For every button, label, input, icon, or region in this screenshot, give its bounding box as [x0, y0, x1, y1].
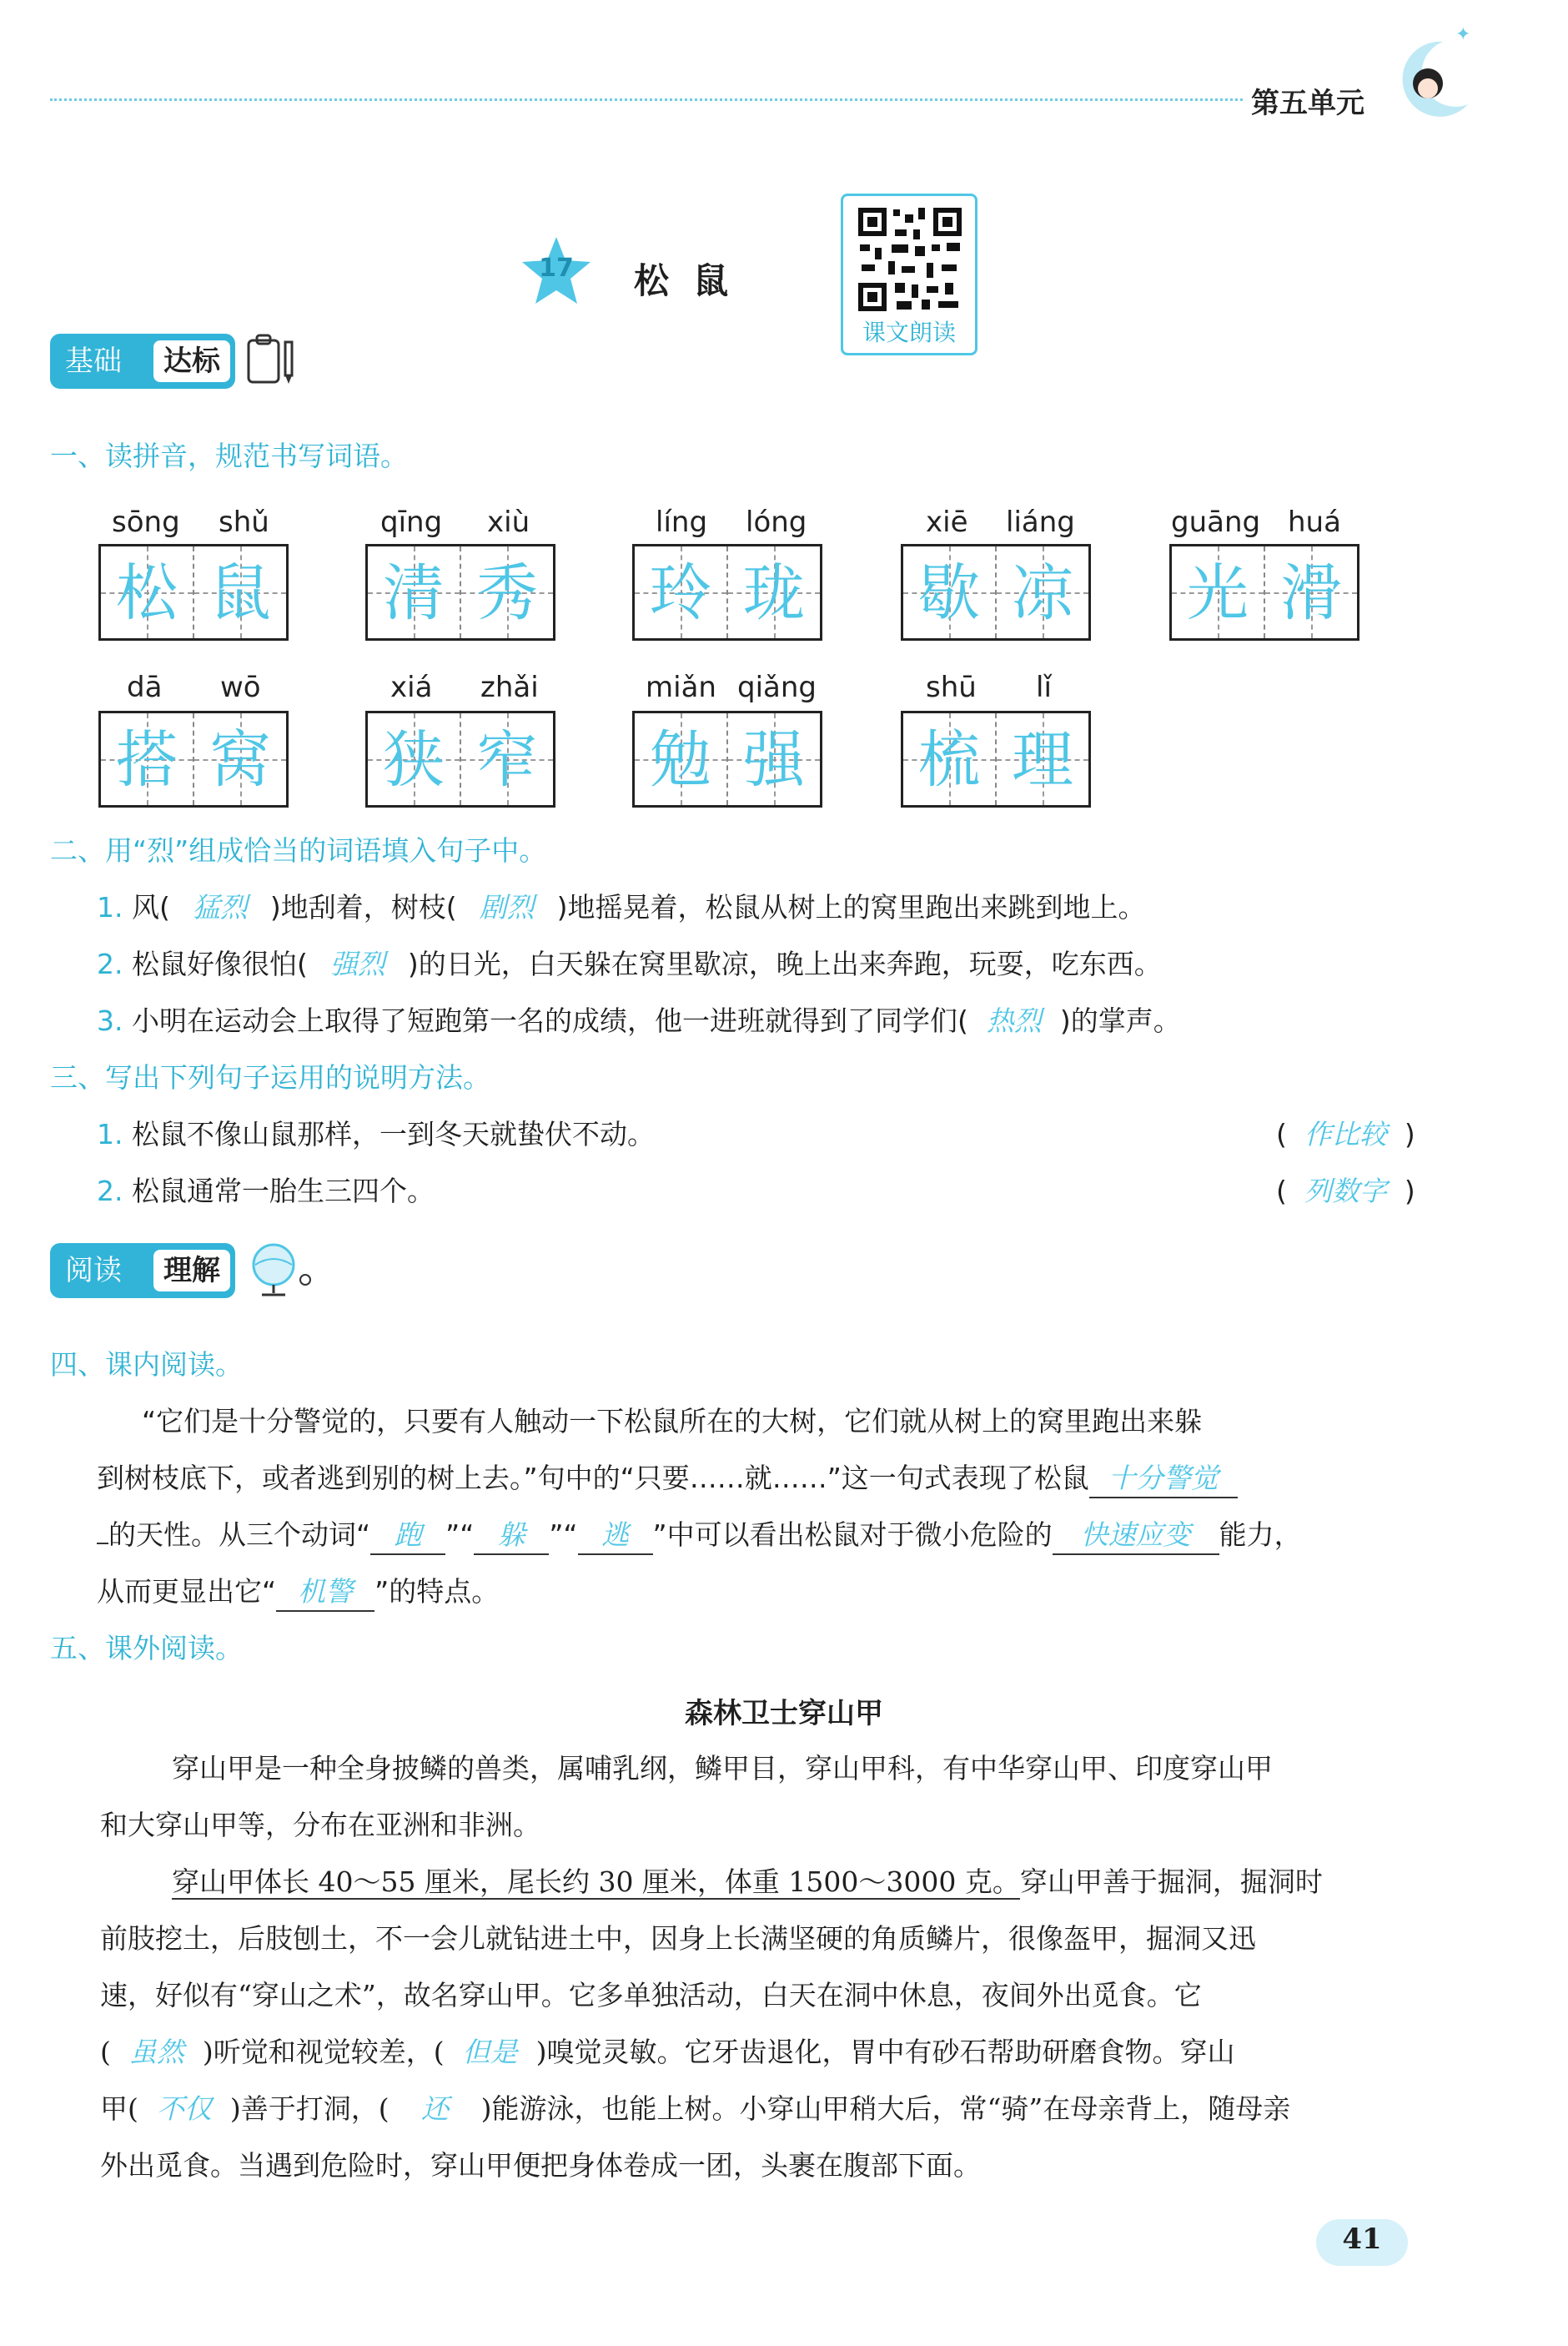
article-text	[100, 1740, 1443, 2194]
pinyin: shǔ	[219, 506, 269, 539]
q2-sentence-1	[97, 889, 1146, 926]
sentence-text: )的日光，白天躲在窝里歇凉，晚上出来奔跑，玩耍，吃东西。	[407, 948, 1162, 980]
written-character: 珑	[743, 557, 805, 629]
answer: 十分警觉	[1089, 1460, 1238, 1498]
lesson-title: 松 鼠	[634, 260, 729, 301]
basic-badge-text: 基础	[65, 345, 122, 378]
pinyin: shū	[926, 671, 977, 704]
item-number: 1.	[97, 891, 123, 924]
article-line: 甲( 不仅 )善于打洞，( 还 )能游泳，也能上树。小穿山甲稍大后，常“骑”在母亲背上，随母亲	[100, 2081, 1443, 2137]
pinyin: zhǎi	[480, 671, 539, 704]
pinyin: lóng	[746, 506, 807, 539]
globe-icon	[244, 1236, 324, 1300]
answer: 列数字	[1304, 1175, 1387, 1207]
sentence-text: 松鼠不像山鼠那样，一到冬天就蛰伏不动。	[132, 1118, 655, 1150]
answer: 还	[421, 2092, 450, 2125]
reading-badge-subtext: 理解	[153, 1250, 230, 1291]
char-box-pair	[901, 711, 1091, 808]
q3-answer-1: ( 作比较 )	[1276, 1116, 1415, 1153]
basic-section-badge	[50, 334, 235, 389]
article-line: 前肢挖土，后肢刨土，不一会儿就钻进土中，因身上长满坚硬的角质鳞片，很像盔甲，掘洞又迅	[100, 1922, 1256, 1955]
passage-text: ”中可以看出松鼠对于微小危险的	[652, 1518, 1053, 1551]
q2-sentence-3	[97, 1003, 1181, 1040]
item-number: 2.	[97, 948, 123, 980]
answer: 强烈	[329, 948, 385, 980]
answer: 热烈	[986, 1004, 1042, 1037]
written-character: 梳	[918, 724, 980, 796]
passage-text: ”的特点。	[374, 1575, 500, 1608]
reading-section-badge	[50, 1243, 235, 1298]
written-character: 滑	[1280, 557, 1342, 629]
pinyin: dā	[127, 671, 163, 704]
sentence-text: 松鼠通常一胎生三四个。	[132, 1175, 435, 1207]
char-box-pair	[365, 544, 555, 641]
written-character: 歇	[918, 557, 980, 629]
written-character: 光	[1187, 557, 1249, 629]
written-character: 勉	[650, 724, 711, 796]
answer: 但是	[462, 2036, 518, 2068]
passage-text: 从而更显出它“	[97, 1575, 277, 1608]
sentence-text: )的掌声。	[1059, 1004, 1181, 1037]
article-text-span: 穿山甲善于掘洞，掘洞时	[1019, 1865, 1323, 1898]
article-line: 穿山甲是一种全身披鳞的兽类，属哺乳纲，鳞甲目，穿山甲科，有中华穿山甲、印度穿山甲	[172, 1752, 1273, 1785]
pinyin: xiē	[926, 506, 968, 539]
written-character: 强	[743, 724, 805, 796]
q2-sentence-2	[97, 946, 1162, 983]
passage-text: 的天性。从三个动词“	[108, 1518, 371, 1551]
passage-text: ”“	[549, 1518, 578, 1551]
basic-badge-subtext: 达标	[153, 340, 230, 382]
pinyin: líng	[656, 506, 708, 539]
pinyin: huá	[1288, 506, 1341, 539]
passage-text: 到树枝底下，或者逃到别的树上去。”句中的“只要……就……”这一句式表现了松鼠	[97, 1462, 1089, 1494]
item-number: 2.	[97, 1175, 123, 1207]
written-character: 凉	[1012, 557, 1073, 629]
lesson-number: 17	[539, 254, 574, 283]
answer: 跑	[370, 1517, 445, 1555]
written-character: 理	[1012, 724, 1073, 796]
passage-text: 能力，	[1219, 1518, 1302, 1551]
article-line: 外出觅食。当遇到危险时，穿山甲便把身体卷成一团，头裹在腹部下面。	[100, 2149, 981, 2182]
written-character: 搭	[116, 724, 178, 796]
written-character: 松	[116, 557, 178, 629]
char-box-pair	[98, 711, 289, 808]
article-line: ( 虽然 )听觉和视觉较差，( 但是 )嗅觉灵敏。它牙齿退化，胃中有砂石帮助研磨食物。穿山	[100, 2024, 1443, 2081]
reading-badge-text: 阅读	[65, 1254, 122, 1287]
pinyin: liáng	[1006, 506, 1075, 539]
qr-code-label: 课文朗读	[862, 319, 956, 346]
answer: 快速应变	[1053, 1517, 1219, 1555]
q4-title: 四、课内阅读。	[50, 1348, 243, 1381]
pinyin: wō	[220, 671, 261, 704]
underlined-sentence: 穿山甲体长 40～55 厘米，尾长约 30 厘米，体重 1500～3000 克。	[172, 1865, 1020, 1898]
char-box-pair	[632, 544, 822, 641]
answer: 作比较	[1304, 1118, 1387, 1150]
header-divider	[50, 98, 1243, 101]
answer: 机警	[276, 1573, 374, 1612]
page-number: 41	[1342, 2223, 1382, 2256]
svg-text:✦: ✦	[1455, 25, 1471, 45]
pinyin: qiǎng	[737, 671, 817, 704]
pinyin: guāng	[1171, 506, 1261, 539]
q4-line-1: “它们是十分警觉的，只要有人触动一下松鼠所在的大树，它们就从树上的窝里跑出来躲	[142, 1405, 1203, 1437]
answer: 躲	[474, 1517, 549, 1555]
q4-line-4	[97, 1573, 499, 1612]
item-number: 1.	[97, 1118, 123, 1150]
item-number: 3.	[97, 1004, 123, 1037]
written-character: 窝	[209, 724, 271, 796]
char-box-pair	[901, 544, 1091, 641]
article-line: 和大穿山甲等，分布在亚洲和非洲。	[100, 1809, 540, 1841]
answer: 虽然	[128, 2036, 184, 2068]
written-character: 窄	[476, 724, 538, 796]
pinyin: xiá	[390, 671, 433, 704]
answer: 猛烈	[192, 891, 248, 924]
written-character: 狭	[383, 724, 445, 796]
sentence-text: )地摇晃着，松鼠从树上的窝里跑出来跳到地上。	[556, 891, 1146, 924]
article-line: 速，好似有“穿山之术”，故名穿山甲。它多单独活动，白天在洞中休息，夜间外出觅食。它	[100, 1979, 1202, 2011]
sentence-text: 风(	[132, 891, 170, 924]
pinyin: lǐ	[1036, 671, 1052, 704]
article-title: 森林卫士穿山甲	[685, 1697, 883, 1730]
written-character: 鼠	[209, 557, 271, 629]
passage-text: ”“	[445, 1518, 475, 1551]
answer-blank-tail	[97, 1543, 108, 1544]
pinyin: qīng	[380, 506, 443, 539]
char-box-pair	[365, 711, 555, 808]
q3-title: 三、写出下列句子运用的说明方法。	[50, 1061, 490, 1094]
sentence-text: 松鼠好像很怕(	[132, 948, 308, 980]
q3-sentence-2	[97, 1173, 435, 1210]
sentence-text: )地刮着，树枝(	[269, 891, 457, 924]
q1-title: 一、读拼音，规范书写词语。	[50, 440, 408, 472]
char-box-pair	[632, 711, 822, 808]
sentence-text: 小明在运动会上取得了短跑第一名的成绩，他一进班就得到了同学们(	[132, 1004, 968, 1037]
pinyin: xiù	[487, 506, 530, 539]
q5-title: 五、课外阅读。	[50, 1632, 243, 1664]
moon-girl-icon	[1385, 25, 1476, 125]
clipboard-pencil-icon	[244, 330, 302, 389]
article-line	[100, 1854, 1443, 1911]
answer: 逃	[578, 1517, 653, 1555]
written-character: 秀	[476, 557, 538, 629]
answer: 剧烈	[479, 891, 535, 924]
pinyin: miǎn	[646, 671, 716, 704]
qr-code-frame[interactable]	[841, 194, 977, 355]
qr-code-icon	[855, 204, 965, 315]
written-character: 玲	[650, 557, 711, 629]
q3-sentence-1	[97, 1116, 655, 1153]
q2-title: 二、用“烈”组成恰当的词语填入句子中。	[50, 834, 547, 867]
q4-line-2	[97, 1460, 1238, 1498]
unit-label: 第五单元	[1251, 87, 1364, 120]
q3-answer-2: ( 列数字 )	[1276, 1173, 1415, 1210]
char-box-pair	[98, 544, 289, 641]
q4-line-3	[97, 1517, 1302, 1555]
pinyin: sōng	[112, 506, 180, 539]
char-box-pair	[1169, 544, 1359, 641]
written-character: 清	[383, 557, 445, 629]
answer: 不仅	[156, 2092, 212, 2125]
